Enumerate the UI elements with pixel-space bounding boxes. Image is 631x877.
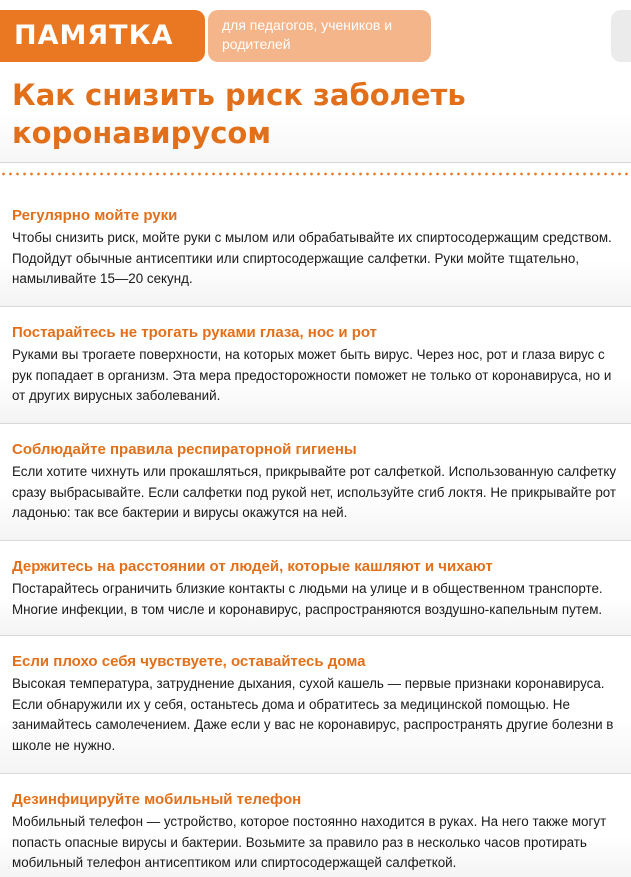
tip-heading: Соблюдайте правила респираторной гигиены xyxy=(12,441,357,458)
tip-heading: Постарайтесь не трогать руками глаза, нос и рот xyxy=(12,324,378,341)
header xyxy=(0,0,631,163)
tip-heading: Регулярно мойте руки xyxy=(12,207,178,224)
badge-label: ПАМЯТКА xyxy=(14,20,174,51)
tip-stay-home xyxy=(0,636,631,774)
tip-text: Если хотите чихнуть или прокашляться, прикрывайте рот салфеткой. Использованную салфетку сразу выбрасывайте. Если салфетки под рукой нет, используйте сгиб локтя. Не прикрывайте рот ладонью: так все бактерии и вирусы окажутся на ней. xyxy=(12,464,617,520)
tip-text: Высокая температура, затруднение дыхания, сухой кашель — первые признаки коронавируса. Если обнаружили их у себя, останьтесь дома и обратитесь за медицинской помощью. Не занимайтесь самолечением. Даже если у вас не коронавирус, распространять другие болезни в школе не нужно. xyxy=(12,676,614,753)
audience-badge xyxy=(208,10,431,62)
memo-badge xyxy=(0,10,205,62)
tip-text: Руками вы трогаете поверхности, на которых может быть вирус. Через нос, рот и глаза вирус с рук попадает в организм. Эта мера предосторожности поможет не только от коронавируса, но и от других вирусных заболеваний. xyxy=(12,347,612,403)
tip-wash-hands xyxy=(0,190,631,307)
audience-label: для педагогов, учеников и родителей xyxy=(222,17,393,52)
tip-heading: Если плохо себя чувствуете, оставайтесь дома xyxy=(12,653,366,670)
tip-text: Чтобы снизить риск, мойте руки с мылом или обрабатывайте их спиртосодержащим средством. Подойдут обычные антисептики или спиртосодержащие салфетки. Руки мойте тщательно, намыливайте 15—20 секунд. xyxy=(12,230,612,286)
tip-no-touch-face xyxy=(0,307,631,424)
corner-tab xyxy=(611,10,631,62)
tip-text: Мобильный телефон — устройство, которое постоянно находится в руках. На него также могут попасть опасные вирусы и бактерии. Возьмите за правило раз в несколько часов протирать мобильный телефон антисептиком или спиртосодержащей салфеткой. xyxy=(12,814,607,870)
tip-heading: Дезинфицируйте мобильный телефон xyxy=(12,791,302,808)
tip-respiratory-hygiene xyxy=(0,424,631,541)
dotted-divider xyxy=(0,172,631,176)
page-title: Как снизить риск заболеть коронавирусом xyxy=(12,78,466,150)
tip-heading: Держитесь на расстоянии от людей, которые кашляют и чихают xyxy=(12,558,493,575)
tip-disinfect-phone xyxy=(0,774,631,877)
tip-text: Постарайтесь ограничить близкие контакты с людьми на улице и в общественном транспорте. Многие инфекции, в том числе и коронавирус, распространяются воздушно-капельным путем. xyxy=(12,581,603,617)
tip-keep-distance xyxy=(0,541,631,636)
tips-list xyxy=(0,190,631,877)
